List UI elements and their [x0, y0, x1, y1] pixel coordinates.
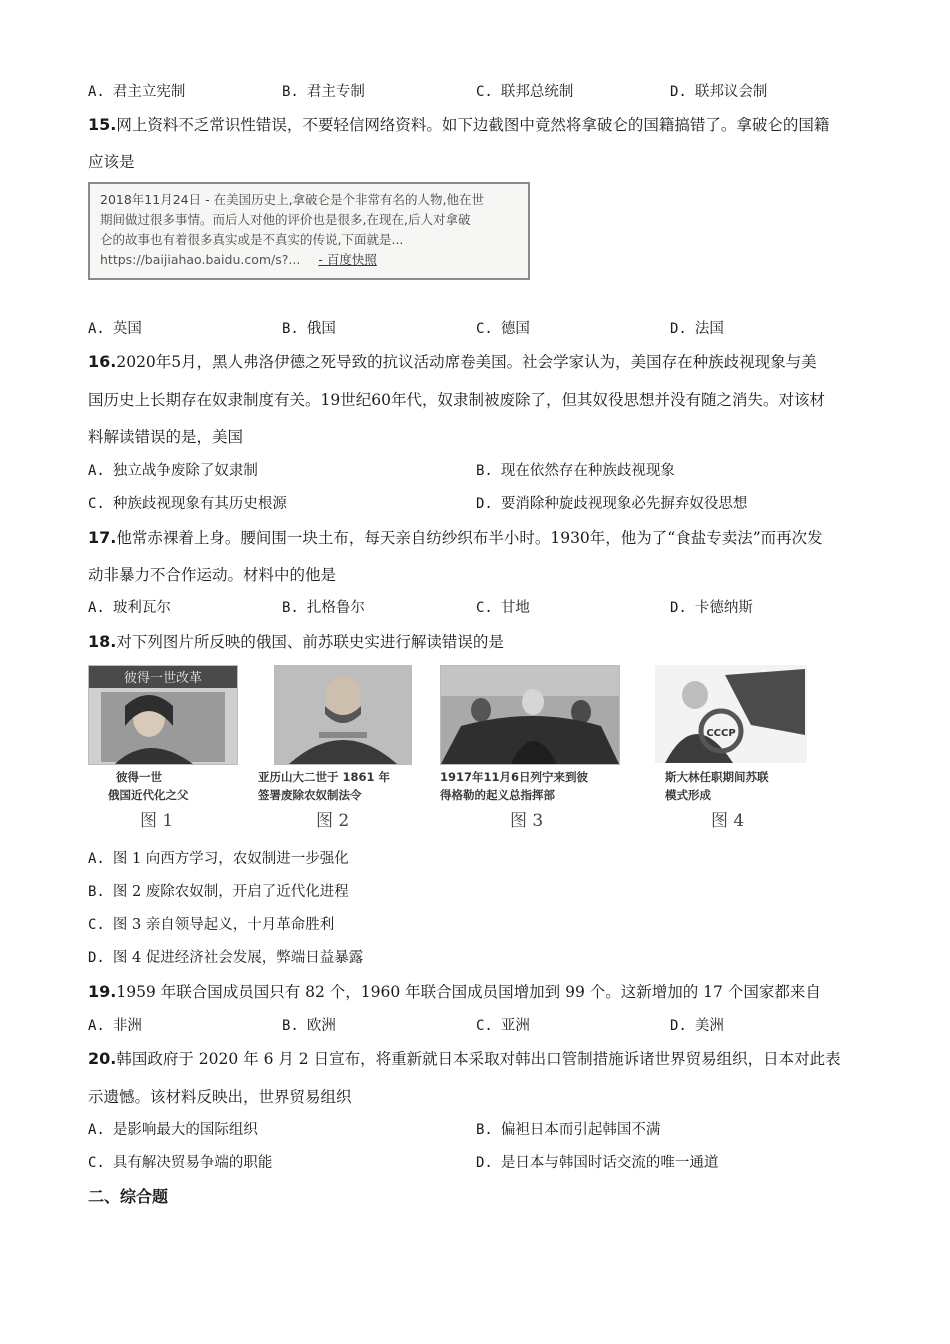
q19-option-a — [88, 1014, 142, 1035]
option-text: 联邦总统制 — [500, 84, 574, 100]
option-text: 君主立宪制 — [112, 84, 186, 100]
figure-3-label: 图 3 — [510, 811, 544, 831]
q16-option-c — [88, 492, 287, 513]
screenshot-cache-link: - 百度快照 — [318, 252, 377, 267]
figure-1-banner: 彼得一世改革 — [123, 671, 203, 686]
option-text: 美洲 — [694, 1018, 724, 1034]
option-label: A. — [88, 321, 105, 337]
question-text: 网上资料不乏常识性错误，不要轻信网络资料。如下边截图中竟然将拿破仑的国籍搞错了。拿破仑的国籍 — [116, 116, 830, 134]
alexander-ii-portrait — [274, 665, 412, 765]
figure-1 — [88, 665, 238, 831]
q19-option-c — [476, 1014, 530, 1035]
q19-stem-line1 — [88, 980, 821, 1002]
q15-option-d — [670, 317, 724, 338]
option-text: 欧洲 — [306, 1018, 336, 1034]
option-text: 非洲 — [112, 1018, 142, 1034]
figure-4 — [655, 665, 815, 831]
question-text: 2020年5月，黑人弗洛伊德之死导致的抗议活动席卷美国。社会学家认为，美国存在种族歧视现象与美 — [116, 353, 817, 371]
option-label: A. — [88, 463, 105, 479]
question-number: 19. — [88, 982, 117, 1001]
option-text: 甘地 — [500, 600, 530, 616]
figure-1-caption-line1: 彼得一世 — [116, 770, 162, 784]
option-label: B. — [282, 1018, 299, 1034]
option-text: 现在依然存在种族歧视现象 — [500, 463, 675, 479]
option-label: A. — [88, 851, 105, 867]
option-text: 英国 — [112, 321, 142, 337]
q20-option-a — [88, 1118, 258, 1139]
screenshot-line2: 期间做过很多事情。而后人对他的评价也是很多,在现在,后人对拿破 — [100, 212, 471, 227]
section-heading: 二、综合题 — [88, 1187, 169, 1206]
question-text: 他常赤裸着上身。腰间围一块土布，每天亲自纺纱织布半小时。1930年，他为了“食盐专卖法”而再次发 — [116, 529, 823, 547]
q16-option-b — [476, 459, 675, 480]
option-label: D. — [88, 950, 105, 966]
q16-option-a — [88, 459, 258, 480]
q19-option-d — [670, 1014, 724, 1035]
q17-stem-line2: 动非暴力不合作运动。材料中的他是 — [88, 566, 337, 584]
figure-3 — [440, 665, 625, 831]
option-text: 要消除种旋歧视现象必先摒弃奴役思想 — [500, 496, 748, 512]
q14-option-c — [476, 80, 573, 101]
option-label: D. — [670, 600, 687, 616]
option-label: B. — [476, 463, 493, 479]
figure-2-caption-line1: 亚历山大二世于 1861 年 — [258, 770, 391, 784]
option-text: 扎格鲁尔 — [306, 600, 365, 616]
question-text: 韩国政府于 2020 年 6 月 2 日宣布，将重新就日本采取对韩出口管制措施诉诸世界贸易组织，日本对此表 — [116, 1050, 841, 1068]
figure-4-label: 图 4 — [711, 811, 745, 831]
option-label: C. — [476, 600, 493, 616]
option-label: B. — [476, 1122, 493, 1138]
option-text: 玻利瓦尔 — [112, 600, 171, 616]
option-text: 图 2 废除农奴制，开启了近代化进程 — [112, 884, 349, 900]
q16-stem-line3: 料解读错误的是，美国 — [88, 428, 244, 446]
option-label: C. — [88, 1155, 105, 1171]
option-text: 种族歧视现象有其历史根源 — [112, 496, 287, 512]
figure-1-label: 图 1 — [140, 811, 174, 831]
option-text: 卡德纳斯 — [694, 600, 753, 616]
option-label: B. — [282, 600, 299, 616]
q15-option-b — [282, 317, 336, 338]
q15-option-a — [88, 317, 142, 338]
option-label: D. — [670, 321, 687, 337]
q20-option-d — [476, 1151, 718, 1172]
figure-3-caption-line1: 1917年11月6日列宁来到彼 — [440, 770, 589, 784]
q18-option-a — [88, 847, 349, 868]
q20-stem-line2: 示遗憾。该材料反映出，世界贸易组织 — [88, 1088, 352, 1106]
q20-stem-line1 — [88, 1047, 841, 1069]
figure-2-label: 图 2 — [316, 811, 350, 831]
q20-option-c — [88, 1151, 272, 1172]
q18-option-b — [88, 880, 349, 901]
q17-option-a — [88, 596, 171, 617]
option-text: 图 4 促进经济社会发展，弊端日益暴露 — [112, 950, 364, 966]
q15-stem-line1 — [88, 113, 829, 135]
q17-option-b — [282, 596, 365, 617]
question-text: 对下列图片所反映的俄国、前苏联史实进行解读错误的是 — [116, 633, 504, 651]
option-text: 亚洲 — [500, 1018, 530, 1034]
option-label: B. — [282, 321, 299, 337]
figure-4-caption-line2: 模式形成 — [665, 788, 711, 802]
q16-stem-line1 — [88, 350, 817, 372]
search-result-screenshot — [88, 182, 530, 280]
q18-option-c — [88, 913, 334, 934]
option-label: C. — [476, 1018, 493, 1034]
q17-stem-line1 — [88, 526, 823, 548]
option-label: D. — [476, 1155, 493, 1171]
q14-option-d — [670, 80, 767, 101]
question-number: 18. — [88, 632, 117, 651]
option-label: A. — [88, 600, 105, 616]
option-text: 君主专制 — [306, 84, 365, 100]
question-number: 20. — [88, 1049, 117, 1068]
figure-2 — [258, 665, 426, 831]
option-text: 是日本与韩国时话交流的唯一通道 — [500, 1155, 719, 1171]
stalin-poster — [655, 665, 807, 763]
lenin-uprising-painting — [440, 665, 620, 765]
q15-option-c — [476, 317, 530, 338]
option-label: C. — [88, 496, 105, 512]
option-text: 具有解决贸易争端的职能 — [112, 1155, 273, 1171]
option-text: 偏袒日本而引起韩国不满 — [500, 1122, 661, 1138]
q18-stem-line1 — [88, 630, 504, 652]
option-text: 联邦议会制 — [694, 84, 768, 100]
option-label: B. — [88, 884, 105, 900]
q17-option-c — [476, 596, 530, 617]
screenshot-url: https://baijiahao.baidu.com/s?... — [100, 252, 301, 267]
q19-option-b — [282, 1014, 336, 1035]
q20-option-b — [476, 1118, 660, 1139]
screenshot-line3: 仑的故事也有着很多真实或是不真实的传说,下面就是... — [100, 232, 404, 247]
q16-option-d — [476, 492, 747, 513]
option-label: D. — [476, 496, 493, 512]
screenshot-url-row — [100, 250, 518, 270]
q14-option-a — [88, 80, 185, 101]
figure-1-caption-line2: 俄国近代化之父 — [108, 788, 189, 802]
option-label: A. — [88, 1122, 105, 1138]
option-text: 德国 — [500, 321, 530, 337]
option-label: A. — [88, 1018, 105, 1034]
option-text: 图 3 亲自领导起义，十月革命胜利 — [112, 917, 335, 933]
question-number: 15. — [88, 115, 117, 134]
option-label: C. — [476, 321, 493, 337]
option-label: C. — [88, 917, 105, 933]
q14-option-b — [282, 80, 365, 101]
option-label: D. — [670, 84, 687, 100]
figure-3-caption-line2: 得格勒的起义总指挥部 — [440, 788, 555, 802]
question-text: 1959 年联合国成员国只有 82 个，1960 年联合国成员国增加到 99 个。这新增加的 17 个国家都来自 — [116, 983, 821, 1001]
option-text: 法国 — [694, 321, 724, 337]
figure-2-caption-line2: 签署废除农奴制法令 — [258, 788, 362, 802]
option-text: 图 1 向西方学习，农奴制进一步强化 — [112, 851, 349, 867]
option-text: 独立战争废除了奴隶制 — [112, 463, 258, 479]
peter-the-great-portrait — [88, 665, 238, 765]
q15-stem-line2: 应该是 — [88, 153, 135, 171]
option-label: C. — [476, 84, 493, 100]
option-text: 俄国 — [306, 321, 336, 337]
question-number: 16. — [88, 352, 117, 371]
q18-option-d — [88, 946, 363, 967]
option-label: D. — [670, 1018, 687, 1034]
q17-option-d — [670, 596, 753, 617]
screenshot-line1: 2018年11月24日 - 在美国历史上,拿破仑是个非常有名的人物,他在世 — [100, 192, 485, 207]
option-label: B. — [282, 84, 299, 100]
q16-stem-line2: 国历史上长期存在奴隶制度有关。19世纪60年代，奴隶制被废除了，但其奴役思想并没有随之消失。对该材 — [88, 391, 825, 409]
question-number: 17. — [88, 528, 117, 547]
option-text: 是影响最大的国际组织 — [112, 1122, 258, 1138]
figure-4-badge: CCCP — [706, 728, 736, 739]
figure-4-caption-line1: 斯大林任职期间苏联 — [665, 770, 769, 784]
option-label: A. — [88, 84, 105, 100]
